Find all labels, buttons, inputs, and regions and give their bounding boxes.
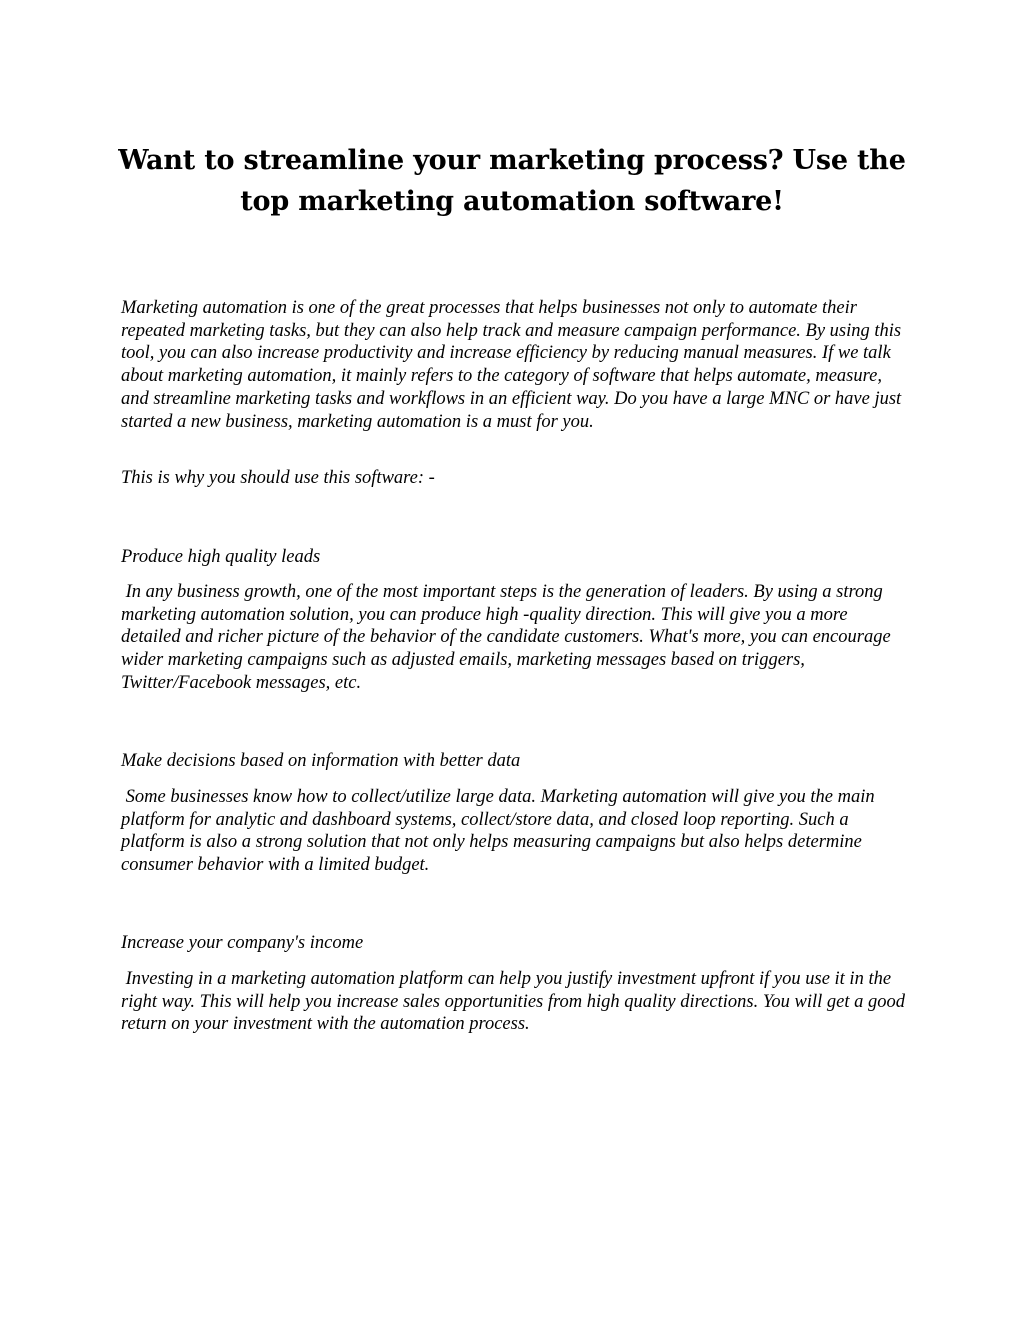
section-body-leads: In any business growth, one of the most important steps is the generation of leaders. By using a strong marketing automation solution, you can produce high -quality direction. This will give you a more detailed and richer picture of the behavior of the candidate customers. What's more, you can encourage wider marketing campaigns such as adjusted emails, marketing messages based on triggers, Twitter/Facebook messages, etc. bbox=[121, 582, 896, 693]
section-heading-income: Increase your company's income bbox=[121, 933, 364, 953]
section-heading-decisions: Make decisions based on information with better data bbox=[121, 751, 521, 771]
section-body-income: Investing in a marketing automation platform can help you justify investment upfront if you use it in the right way. This will help you increase sales opportunities from high quality directions. You will get a good return on your investment with the automation process. bbox=[121, 969, 910, 1035]
section-body-decisions: Some businesses know how to collect/utilize large data. Marketing automation will give you the main platform for analytic and dashboard systems, collect/store data, and closed loop reporting. Such a platform is also a strong solution that not only helps measuring campaigns but also helps determine consumer behavior with a limited budget. bbox=[121, 787, 880, 876]
intro-paragraph: Marketing automation is one of the great processes that helps businesses not only to automate their repeated marketing tasks, but they can also help track and measure campaign performance. By using this tool, you can also increase productivity and increase efficiency by reducing manual measures. If we talk about marketing automation, it mainly refers to the category of software that helps automate, measure, and streamline marketing tasks and workflows in an efficient way. Do you have a large MNC or have just started a new business, marketing automation is a must for you. bbox=[121, 298, 902, 432]
section-heading-leads: Produce high quality leads bbox=[121, 547, 321, 567]
document-title: Want to streamline your marketing process? Use the top marketing automation software! bbox=[118, 145, 906, 217]
why-paragraph: This is why you should use this software: - bbox=[121, 468, 435, 488]
